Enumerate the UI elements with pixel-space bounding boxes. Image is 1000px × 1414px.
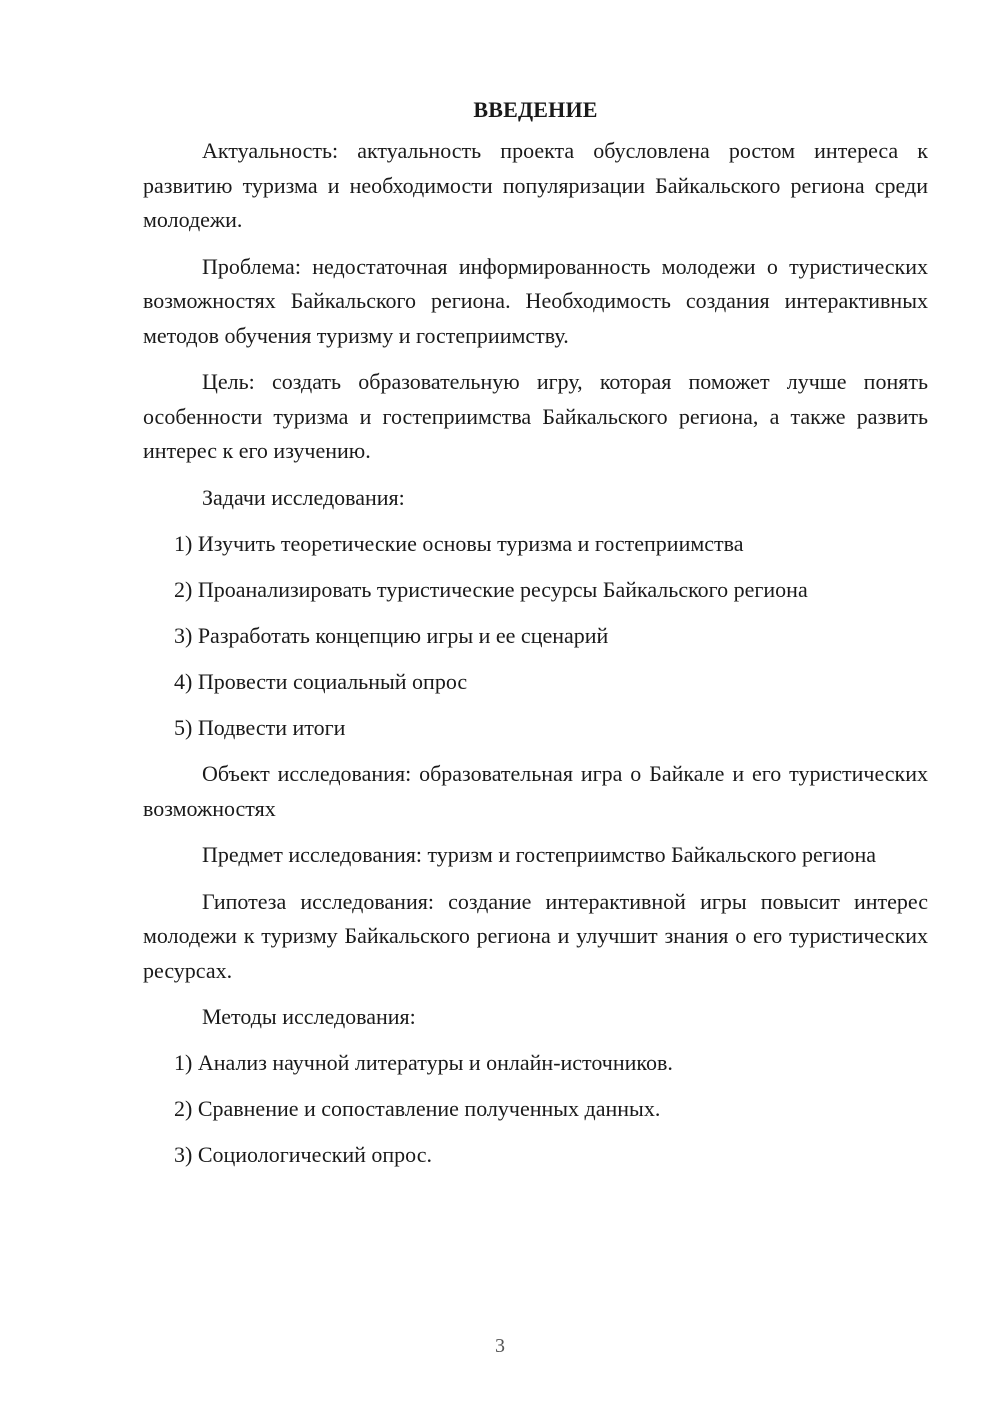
- tasks-list: [143, 527, 928, 746]
- list-item: 2) Проанализировать туристические ресурсы Байкальского региона: [174, 576, 808, 602]
- list-item: 2) Сравнение и сопоставление полученных данных.: [174, 1096, 661, 1121]
- methods-title: Методы исследования:: [202, 1004, 416, 1029]
- methods-list: [143, 1046, 928, 1173]
- list-item: 3) Социологический опрос.: [174, 1142, 432, 1167]
- paragraph-subject: Предмет исследования: туризм и гостеприимство Байкальского региона: [202, 842, 877, 867]
- document-page: [143, 92, 928, 1173]
- page-number: 3: [495, 1335, 505, 1357]
- section-heading: ВВЕДЕНИЕ: [473, 97, 598, 122]
- paragraph-relevance: Актуальность: актуальность проекта обусловлена ростом интереса к развитию туризма и необходимости популяризации Байкальского региона среди молодежи.: [143, 138, 928, 232]
- list-item: 3) Разработать концепцию игры и ее сценарий: [174, 622, 609, 648]
- paragraph-goal: Цель: создать образовательную игру, которая поможет лучше понять особенности туризма и гостеприимства Байкальского региона, а также развить интерес к его изучению.: [143, 369, 928, 463]
- paragraph-object: Объект исследования: образовательная игра о Байкале и его туристических возможностях: [143, 761, 928, 821]
- tasks-title: Задачи исследования:: [202, 484, 405, 510]
- list-item: 5) Подвести итоги: [174, 714, 346, 740]
- list-item: 4) Провести социальный опрос: [174, 668, 468, 694]
- list-item: 1) Анализ научной литературы и онлайн-источников.: [174, 1050, 673, 1075]
- paragraph-problem: Проблема: недостаточная информированность молодежи о туристических возможностях Байкальского региона. Необходимость создания интерактивных методов обучения туризму и гостеприимству.: [143, 253, 928, 348]
- list-item: 1) Изучить теоретические основы туризма и гостеприимства: [174, 530, 744, 556]
- paragraph-hypothesis: Гипотеза исследования: создание интерактивной игры повысит интерес молодежи к туризму Байкальского региона и улучшит знания о его туристических ресурсах.: [143, 888, 928, 983]
